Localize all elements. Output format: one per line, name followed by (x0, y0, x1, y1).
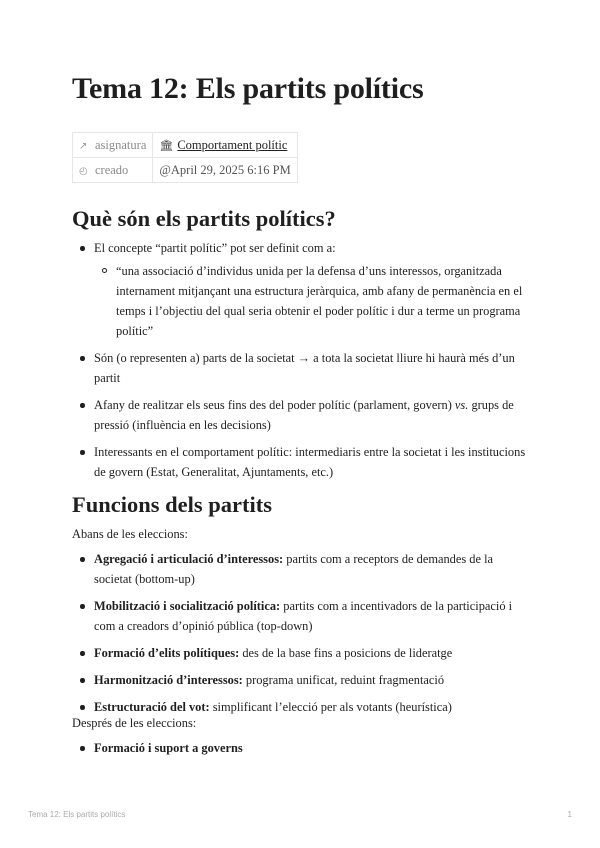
list-item: “una associació d’individus unida per la defensa d’uns interessos, organitzada internament mitjançant una estructura jeràrquica, amb afany de permanència en el temps i l’objectiu del qual seria obtenir el poder polític i dur a terme un programa polític” (116, 261, 532, 341)
page-number: 1 (567, 810, 572, 819)
bullet-list (72, 238, 532, 482)
list-item: Afany de realitzar els seus fins des del poder polític (parlament, govern) vs. grups de pressió (influència en les decisions) (94, 395, 532, 435)
bullet-list (72, 738, 532, 758)
page-title: Tema 12: Els partits polítics (72, 72, 424, 105)
list-item: Interessants en el comportament polític: intermediaris entre la societat i les institucions de govern (Estat, Generalitat, Ajuntaments, etc.) (94, 442, 532, 482)
list-item: Mobilització i socialització política: partits com a incentivadors de la participació i com a creadors d’opinió pública (top-down) (94, 596, 532, 636)
arrow-up-right-icon: ↗ (79, 140, 88, 152)
list-item: El concepte “partit polític” pot ser definit com a: “una associació d’individus unida per la defensa d’uns interessos, organitzada internament mitjançant una estructura jeràrquica, amb afany de permanència en el temps i l’objectiu del qual seria obtenir el poder polític i dur a terme un programa polític” (94, 238, 532, 341)
properties-table (72, 132, 298, 183)
property-label: asignatura (95, 137, 147, 152)
list-item: Estructuració del vot: simplificant l’elecció per als votants (heurística) (94, 697, 532, 717)
list-item: Són (o representen a) parts de la societat → a tota la societat lliure hi haurà més d’un partit (94, 348, 532, 388)
section-heading: Què són els partits polítics? (72, 206, 336, 231)
property-row-asignatura (73, 133, 298, 158)
section-heading: Funcions dels partits (72, 492, 273, 517)
page-footer (28, 810, 572, 819)
paragraph: Abans de les eleccions: (72, 527, 188, 541)
list-item: Formació d’elits polítiques: des de la base fins a posicions de lideratge (94, 643, 532, 663)
clock-icon: ◴ (79, 165, 88, 177)
bullet-list (72, 549, 532, 717)
institution-icon: 🏛 (159, 138, 174, 152)
sub-list (94, 258, 532, 341)
property-value: @April 29, 2025 6:16 PM (159, 162, 291, 177)
asignatura-link[interactable]: Comportament polític (177, 137, 288, 152)
property-label: creado (95, 162, 129, 177)
list-item: Harmonització d’interessos: programa unificat, reduint fragmentació (94, 670, 532, 690)
footer-title: Tema 12: Els partits polítics (28, 810, 126, 819)
list-item: Agregació i articulació d’interessos: partits com a receptors de demandes de la societat (bottom-up) (94, 549, 532, 589)
property-row-creado (73, 158, 298, 183)
paragraph: Després de les eleccions: (72, 716, 197, 730)
list-item: Formació i suport a governs (94, 738, 532, 758)
